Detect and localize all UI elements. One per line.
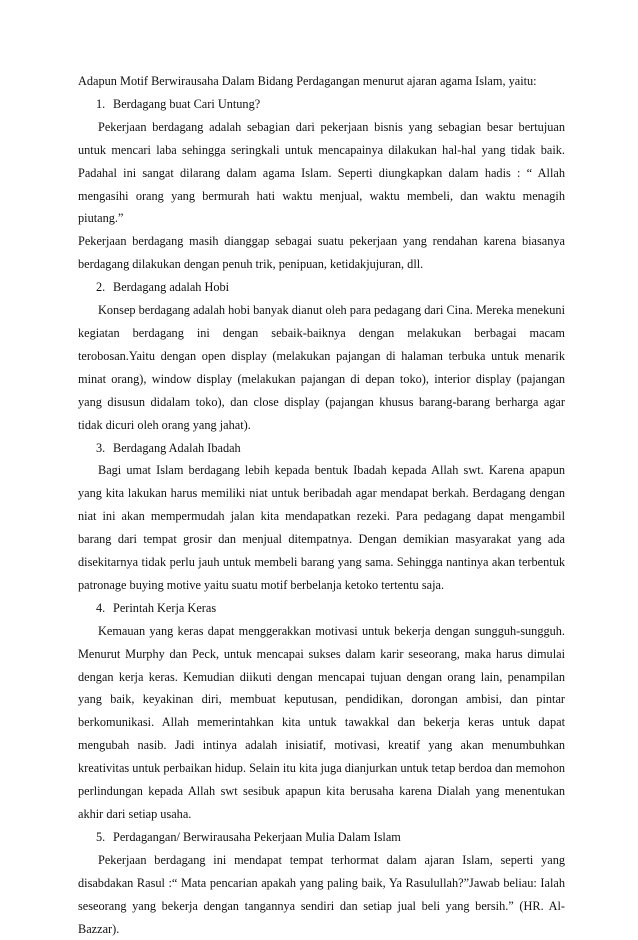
section-number: 3. [96, 440, 106, 455]
section-title: Perdagangan/ Berwirausaha Pekerjaan Mulia Dalam Islam [113, 829, 401, 844]
section-heading-3 [78, 437, 565, 460]
body-paragraph: Kemauan yang keras dapat menggerakkan motivasi untuk bekerja dengan sungguh-sungguh. Menurut Murphy dan Peck, untuk mencapai sukses dalam karir seseorang, maka harus dimulai dengan kerja keras. Kemudian diikuti dengan mencapai tujuan dengan orang lain, penampilan yang baik, keyakinan diri, membuat keputusan, pendidikan, dorongan ambisi, dan pintar berkomunikasi. Allah memerintahkan kita untuk tawakkal dan bekerja keras untuk dapat mengubah nasib. Jadi intinya adalah inisiatif, motivasi, kreatif yang akan menumbuhkan kreativitas untuk perbaikan hidup. Selain itu kita juga dianjurkan untuk tetap berdoa dan memohon perlindungan kepada Allah swt sesibuk apapun kita berusaha karena Dialah yang menentukan akhir dari setiap usaha. [78, 623, 565, 821]
section-number: 2. [96, 280, 106, 295]
body-paragraph: Pekerjaan berdagang adalah sebagian dari pekerjaan bisnis yang sebagian besar bertujuan untuk mencari laba sehingga seringkali untuk mencapainya dilakukan hal-hal yang tidak baik. Padahal ini sangat dilarang dalam agama Islam. Seperti diungkapkan dalam hadis : “ Allah mengasihi orang yang bermurah hati waktu menjual, waktu membeli, dan waktu menagih piutang.” [78, 119, 565, 226]
section-heading-1 [78, 93, 565, 116]
body-paragraph: Bagi umat Islam berdagang lebih kepada bentuk Ibadah kepada Allah swt. Karena apapun yang kita lakukan harus memiliki niat untuk beribadah agar mendapat berkah. Berdagang dengan niat ini akan mempermudah jalan kita mendapatkan rezeki. Para pedagang dapat mengambil barang dari tempat grosir dan menjual ditempatnya. Dengan demikian masyarakat yang ada disekitarnya tidak perlu jauh untuk membeli barang yang sama. Sehingga nantinya akan terbentuk patronage buying motive yaitu suatu motif berbelanja ketoko tertentu saja. [78, 463, 565, 592]
section-number: 4. [96, 600, 106, 615]
section-title: Berdagang buat Cari Untung? [113, 96, 261, 111]
section-title: Perintah Kerja Keras [113, 600, 217, 615]
body-paragraph: Pekerjaan berdagang masih dianggap sebagai suatu pekerjaan yang rendahan karena biasanya berdagang dilakukan dengan penuh trik, penipuan, ketidakjujuran, dll. [78, 234, 565, 272]
intro-paragraph: Adapun Motif Berwirausaha Dalam Bidang Perdagangan menurut ajaran agama Islam, yaitu: [78, 74, 537, 88]
section-number: 5. [96, 829, 106, 844]
section-heading-2 [78, 276, 565, 299]
section-heading-5 [78, 826, 565, 849]
section-heading-4 [78, 597, 565, 620]
body-paragraph: Pekerjaan berdagang ini mendapat tempat terhormat dalam ajaran Islam, seperti yang disabdakan Rasul :“ Mata pencarian apakah yang paling baik, Ya Rasulullah?”Jawab beliau: Ialah seseorang yang bekerja dengan tangannya sendiri dan setiap jual beli yang bersih.” (HR. Al-Bazzar). [78, 852, 565, 936]
section-title: Berdagang adalah Hobi [113, 280, 230, 295]
body-paragraph: Konsep berdagang adalah hobi banyak dianut oleh para pedagang dari Cina. Mereka menekuni kegiatan berdagang ini dengan sebaik-baiknya dengan melakukan berbagai macam terobosan.Yaitu dengan open display (melakukan pajangan di halaman terbuka untuk menarik minat orang), window display (melakukan pajangan di depan toko), interior display (pajangan yang disusun didalam toko), dan close display (pajangan khusus barang-barang berharga agar tidak dicuri oleh orang yang jahat). [78, 303, 565, 432]
section-number: 1. [96, 96, 106, 111]
section-title: Berdagang Adalah Ibadah [113, 440, 241, 455]
